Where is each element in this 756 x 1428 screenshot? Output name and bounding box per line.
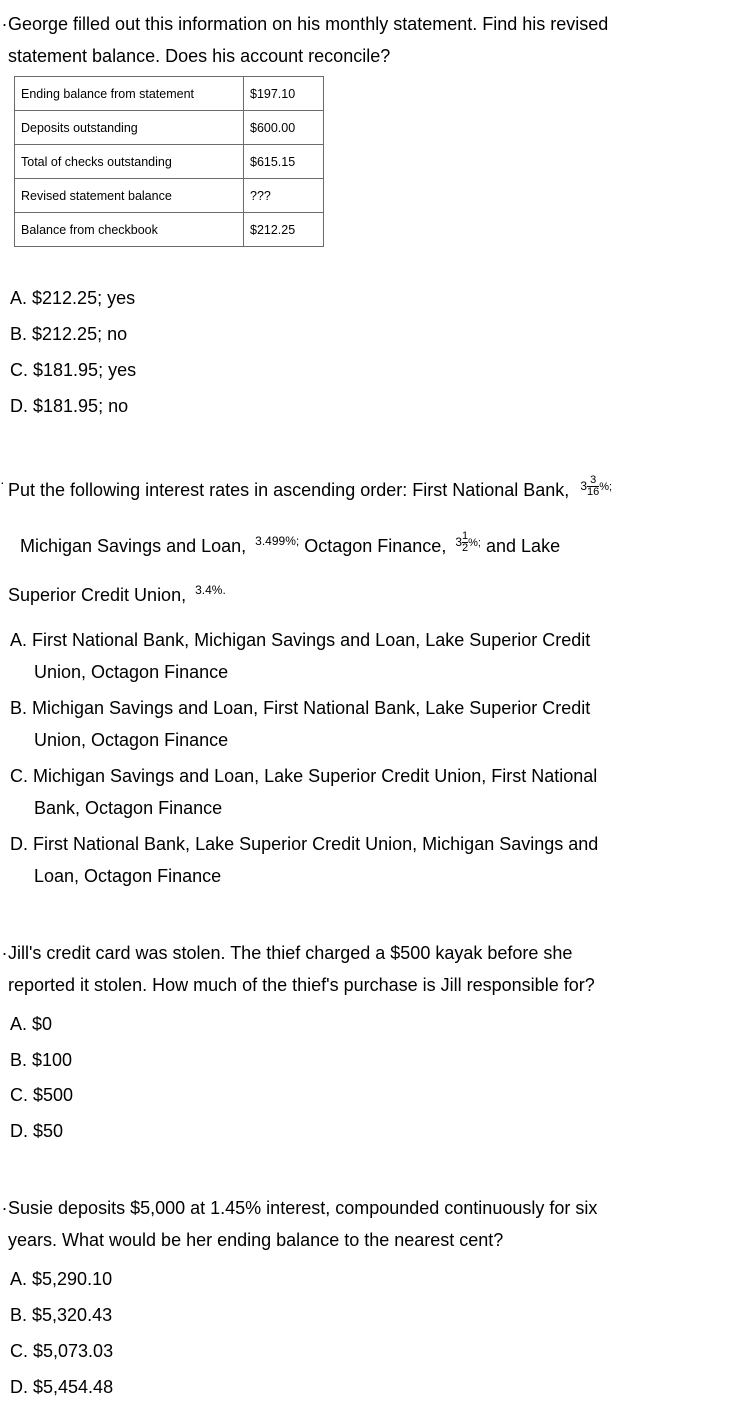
q2-option-d-line-1: D. First National Bank, Lake Superior Credit Union, Michigan Savings and <box>10 834 599 854</box>
table-row <box>15 179 324 213</box>
fnb-whole: 3 <box>580 479 587 493</box>
of-suffix: %; <box>468 537 481 549</box>
question-4-text-line-1: Susie deposits $5,000 at 1.45% interest, compounded continuously for six <box>8 1198 598 1218</box>
q3-option-c[interactable]: C. $500 <box>10 1085 74 1105</box>
question-4-text-line-2: years. What would be her ending balance to the nearest cent? <box>8 1230 504 1250</box>
statement-table <box>14 76 324 247</box>
q2-option-a-line-1: A. First National Bank, Michigan Savings and Loan, Lake Superior Credit <box>10 630 591 650</box>
table-row <box>15 145 324 179</box>
q4-option-b[interactable]: B. $5,320.43 <box>10 1305 113 1325</box>
q1-option-a[interactable]: A. $212.25; yes <box>10 288 136 308</box>
q2-option-b[interactable] <box>10 696 590 752</box>
msl-rate: 3.499%; <box>255 534 300 548</box>
question-2-text: Put the following interest rates in ascending order: First National Bank, <box>8 480 570 500</box>
table-value-deposits-outstanding: $600.00 <box>244 111 324 145</box>
table-value-checks-outstanding: $615.15 <box>244 145 324 179</box>
q4-option-c[interactable]: C. $5,073.03 <box>10 1341 114 1361</box>
of-whole: 3 <box>455 535 463 549</box>
fnb-suffix: %; <box>599 481 613 493</box>
fnb-fraction <box>587 475 599 498</box>
q4-option-a[interactable]: A. $5,290.10 <box>10 1269 113 1289</box>
q2-option-a-line-2: Union, Octagon Finance <box>34 662 229 682</box>
question-3-marker: . <box>2 939 8 959</box>
table-label-revised-balance: Revised statement balance <box>15 179 244 213</box>
question-1-marker: . <box>2 10 8 30</box>
question-1-text-line-2: statement balance. Does his account reconcile? <box>8 46 391 66</box>
question-4-marker: . <box>2 1194 8 1214</box>
question-2-text-line-2 <box>20 530 561 561</box>
fnb-numerator: 3 <box>590 474 597 487</box>
q2-option-d[interactable] <box>10 832 598 888</box>
table-label-checkbook-balance: Balance from checkbook <box>15 213 244 247</box>
q3-option-b[interactable]: B. $100 <box>10 1050 73 1070</box>
q1-option-c[interactable]: C. $181.95; yes <box>10 360 137 380</box>
q2-option-b-line-1: B. Michigan Savings and Loan, First National Bank, Lake Superior Credit <box>10 698 591 718</box>
lake-label: and Lake <box>486 536 561 556</box>
of-fraction <box>462 531 468 554</box>
table-label-ending-balance: Ending balance from statement <box>15 77 244 111</box>
q3-option-d[interactable]: D. $50 <box>10 1121 64 1141</box>
question-2-text-line-3 <box>8 583 226 609</box>
of-numerator: 1 <box>462 530 469 543</box>
table-label-deposits-outstanding: Deposits outstanding <box>15 111 244 145</box>
fnb-denominator: 16 <box>587 486 600 499</box>
q2-option-a[interactable] <box>10 628 590 684</box>
table-value-ending-balance: $197.10 <box>244 77 324 111</box>
msl-label: Michigan Savings and Loan, <box>20 536 247 556</box>
of-rate <box>455 530 481 555</box>
fnb-rate <box>580 474 612 499</box>
q2-option-b-line-2: Union, Octagon Finance <box>34 730 229 750</box>
lscu-label: Superior Credit Union, <box>8 585 187 605</box>
table-row <box>15 77 324 111</box>
question-1-text-line-1: George filled out this information on his monthly statement. Find his revised <box>8 14 609 34</box>
table-value-checkbook-balance: $212.25 <box>244 213 324 247</box>
lscu-rate: 3.4%. <box>195 583 226 597</box>
of-label: Octagon Finance, <box>304 536 447 556</box>
q1-option-d[interactable]: D. $181.95; no <box>10 396 129 416</box>
question-3-text-line-1: Jill's credit card was stolen. The thief charged a $500 kayak before she <box>8 943 573 963</box>
question-2-marker: · <box>0 474 5 490</box>
question-2-text-line-1 <box>8 474 613 505</box>
of-denominator: 2 <box>462 542 469 555</box>
q2-option-d-line-2: Loan, Octagon Finance <box>34 866 222 886</box>
q4-option-d[interactable]: D. $5,454.48 <box>10 1377 114 1397</box>
q1-option-b[interactable]: B. $212.25; no <box>10 324 128 344</box>
q2-option-c-line-1: C. Michigan Savings and Loan, Lake Superior Credit Union, First National <box>10 766 598 786</box>
table-value-revised-balance: ??? <box>244 179 324 213</box>
table-label-checks-outstanding: Total of checks outstanding <box>15 145 244 179</box>
q3-option-a[interactable]: A. $0 <box>10 1014 53 1034</box>
q2-option-c[interactable] <box>10 764 597 820</box>
question-3-text-line-2: reported it stolen. How much of the thief's purchase is Jill responsible for? <box>8 975 595 995</box>
q2-option-c-line-2: Bank, Octagon Finance <box>34 798 223 818</box>
table-row <box>15 213 324 247</box>
table-row <box>15 111 324 145</box>
